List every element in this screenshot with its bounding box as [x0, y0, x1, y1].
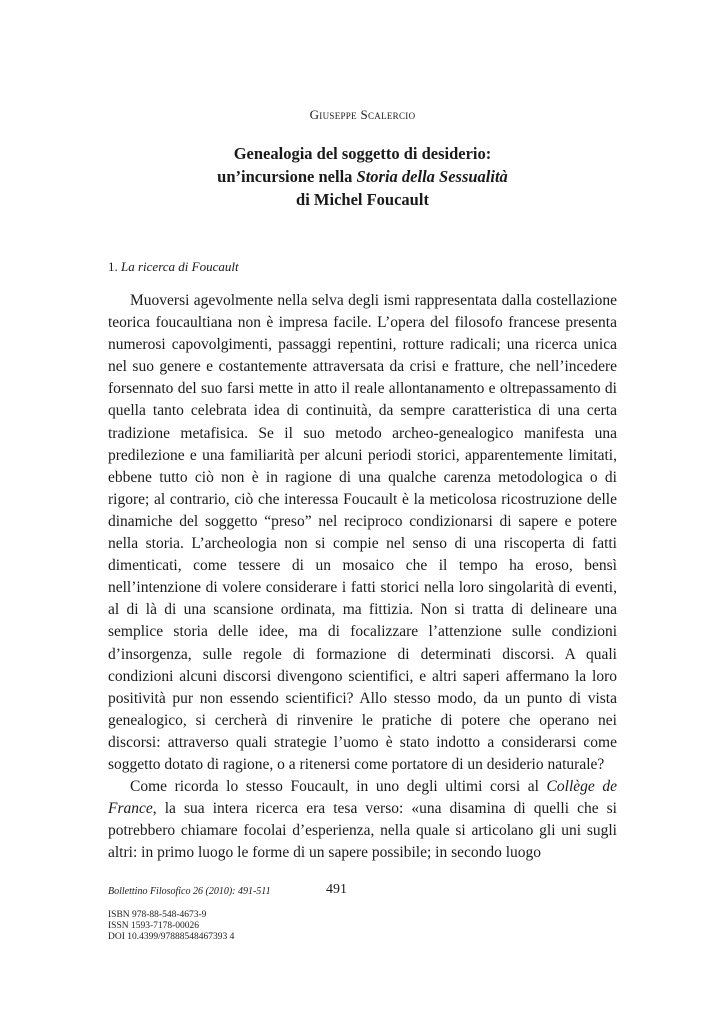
journal-citation: Bollettino Filosofico 26 (2010): 491-511: [108, 886, 271, 897]
title-line-2-text: un’incursione nella: [217, 167, 357, 186]
paragraph-2-italic: Collège de France: [108, 778, 618, 818]
paragraph-2: [108, 776, 617, 864]
section-number: 1.: [108, 259, 121, 274]
title-line-1: Genealogia del soggetto di desiderio:: [233, 144, 492, 163]
paragraph-2-text-a: Come ricorda lo stesso Foucault, in uno degli ultimi corsi al: [130, 778, 547, 796]
author-name: Giuseppe Scalercio: [309, 107, 416, 122]
title-italic-work: Storia della Sessualità: [356, 167, 508, 186]
section-title: La ricerca di Foucault: [121, 259, 239, 274]
page-number: 491: [326, 882, 347, 897]
section-heading: [108, 259, 239, 275]
body-text: [108, 290, 617, 864]
article-title: [0, 142, 725, 211]
issn: ISSN 1593-7178-00026: [108, 921, 200, 931]
isbn: ISBN 978-88-548-4673-9: [108, 910, 207, 920]
doi: DOI 10.4399/97888548467393 4: [108, 932, 235, 942]
title-line-3: di Michel Foucault: [296, 190, 429, 209]
publication-identifiers: [108, 910, 234, 943]
paragraph-1: Muoversi agevolmente nella selva degli ismi rappresentata dalla costellazione teorica foucaultiana non è impresa facile. L’opera del filosofo francese presenta numerosi capovolgimenti, passaggi repentini, rotture radicali; una ricerca unica nel suo genere e costantemente attraversata da crisi e fratture, che nell’incedere forsennato del suo farsi mette in atto il reale allontanamento e oltrepassamento di quella tanto celebrata idea di continuità, da sempre caratteristica di una certa tradizione metafisica. Se il suo metodo archeo-genealogico manifesta una predilezione e una familiarità per alcuni periodi storici, apparentemente limitati, ebbene tutto ciò non è in ragione di una qualche carenza metodologica o di rigore; al contrario, ciò che interessa Foucault è la meticolosa ricostruzione delle dinamiche del soggetto “preso” nel reciproco condizionarsi di sapere e potere nella storia. L’archeologia non si compie nel senso di una riscoperta di fatti dimenticati, come tessere di un mosaico che il tempo ha eroso, bensì nell’intenzione di volere considerare i fatti storici nella loro singolarità di eventi, al di là di una scansione ordinata, ma fittizia. Non si tratta di delineare una semplice storia delle idee, ma di focalizzare l’attenzione sulle condizioni d’insorgenza, sulle regole di formazione di determinati discorsi. A quali condizioni alcuni discorsi divengono scientifici, e altri saperi affermano la loro positività pur non essendo scientifici? Allo stesso modo, da un punto di vista genealogico, si cercherà di rinvenire le pratiche di potere che operano nei discorsi: attraverso quali strategie l’uomo è stato indotto a considerarsi come soggetto dotato di ragione, o a ritenersi come portatore di un desiderio naturale?: [108, 292, 617, 773]
paragraph-2-text-b: , la sua intera ricerca era tesa verso: «una disamina di quelli che si potrebbero chiamare focolai d’esperienza, nella quale si articolano gli uni sugli altri: in primo luogo le forme di un sapere possibile; in secondo luogo: [108, 800, 617, 862]
title-line-2: [0, 165, 725, 188]
